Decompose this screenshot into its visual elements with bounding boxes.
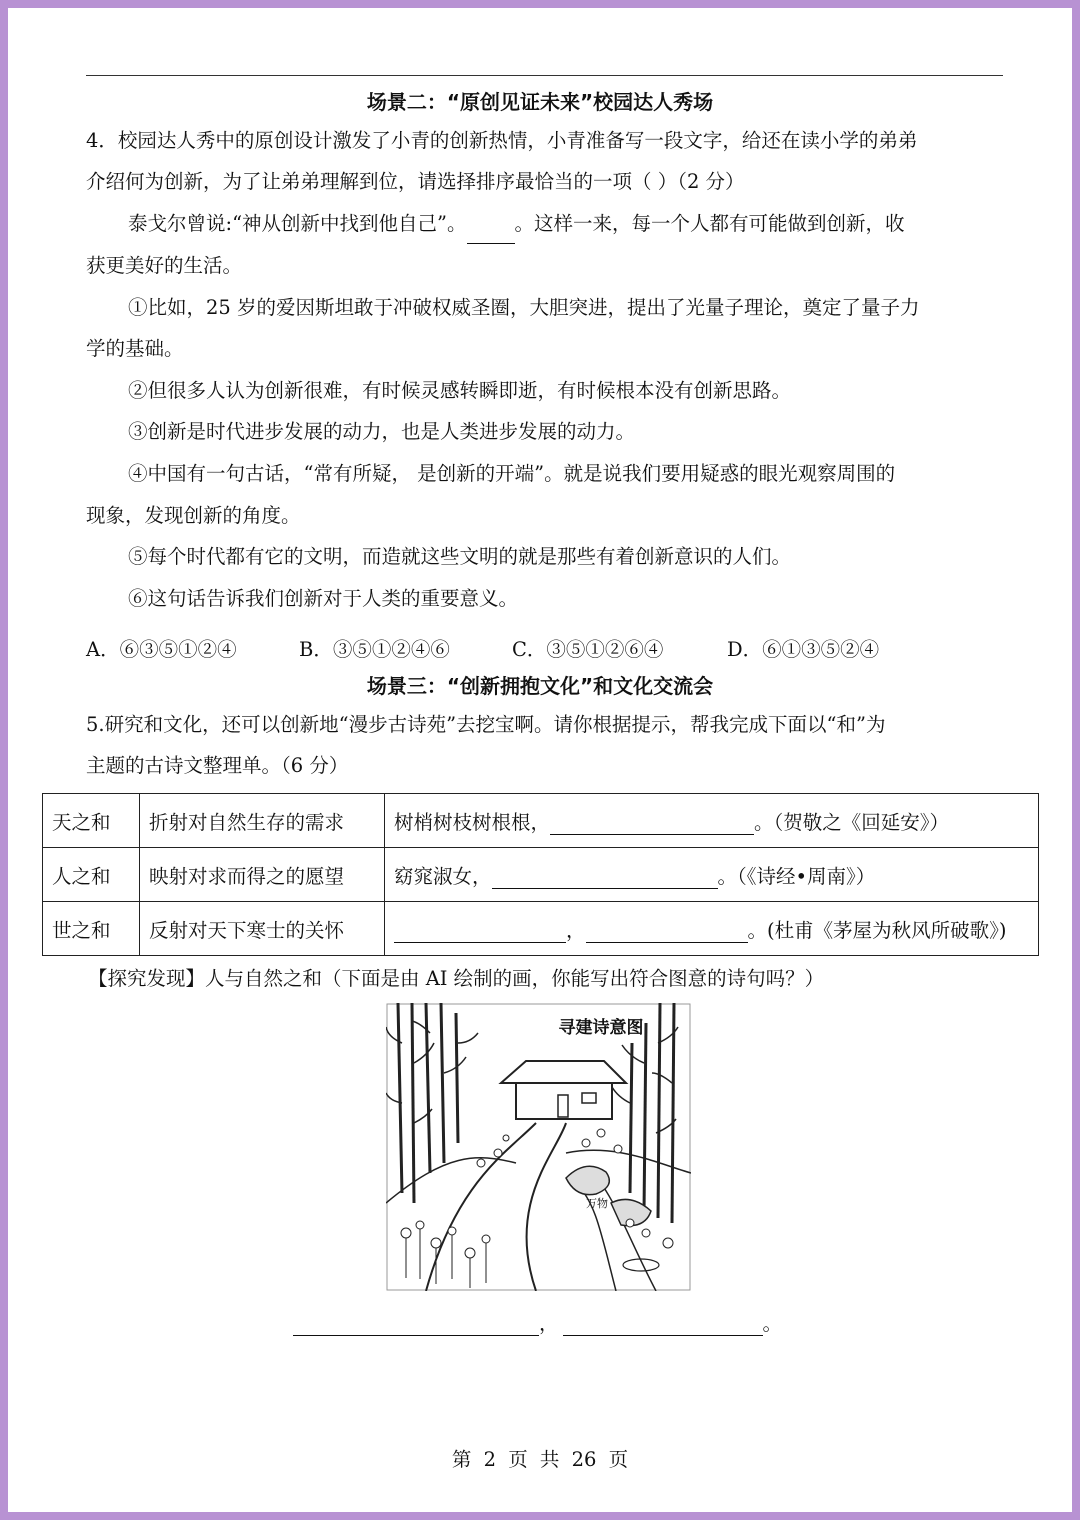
q5-line2: 主题的古诗文整理单。（6 分） [86, 754, 349, 777]
q4-line2: 介绍何为创新，为了让弟弟理解到位，请选择排序最恰当的一项（ ）（2 分） [86, 170, 745, 193]
passage-text-b: 。这样一来，每一个人都有可能做到创新，收 [514, 212, 905, 235]
answer-blank[interactable] [394, 920, 566, 943]
verse-text: 窈窕淑女， [394, 864, 492, 888]
comma: ， [566, 918, 586, 942]
table-row [43, 794, 1039, 848]
answer-blank-2[interactable] [563, 1313, 763, 1336]
table-cell: 映射对求而得之的愿望 [140, 848, 385, 902]
sentence-2: ②但很多人认为创新很难，有时候灵感转瞬即逝，有时候根本没有创新思路。 [128, 379, 792, 402]
table-cell [385, 848, 1039, 902]
sentence-6: ⑥这句话告诉我们创新对于人类的重要意义。 [128, 587, 519, 610]
table-cell: 世之和 [43, 902, 140, 956]
picture-title: 寻建诗意图 [558, 1018, 644, 1038]
option-d[interactable]: D．⑥①③⑤②④ [727, 638, 880, 661]
answer-blank[interactable] [492, 866, 718, 889]
verse-source: 。（贺敬之《回延安》） [754, 810, 950, 834]
answer-blank[interactable] [586, 920, 748, 943]
sentence-5: ⑤每个时代都有它的文明，而造就这些文明的就是那些有着创新意识的人们。 [128, 545, 792, 568]
passage-line2: 获更美好的生活。 [86, 254, 243, 277]
header-rule [86, 75, 1003, 76]
scene3-heading: 场景三：“创新拥抱文化”和文化交流会 [366, 674, 714, 698]
table-cell [385, 902, 1039, 956]
answer-comma: ， [539, 1312, 559, 1335]
table-row [43, 848, 1039, 902]
passage-blank[interactable] [467, 221, 515, 244]
sentence-1-line1: ①比如，25 岁的爱因斯坦敢于冲破权威圣圈，大胆突进，提出了光量子理论，奠定了量子力 [128, 296, 920, 319]
table-cell: 天之和 [43, 794, 140, 848]
sentence-4-line2: 现象，发现创新的角度。 [86, 504, 301, 527]
verse-source: 。(杜甫《茅屋为秋风所破歌》) [747, 918, 1007, 942]
option-a[interactable]: A．⑥③⑤①②④ [86, 638, 237, 661]
option-b[interactable]: B．③⑤①②④⑥ [299, 638, 450, 661]
passage-line1 [128, 203, 1008, 244]
explore-prompt: 【探究发现】人与自然之和（下面是由 AI 绘制的画，你能写出符合图意的诗句吗？） [88, 967, 825, 990]
table-row [43, 902, 1039, 956]
scene2-heading: 场景二：“原创见证未来”校园达人秀场 [366, 90, 714, 114]
verse-text: 树梢树枝树根根， [394, 810, 551, 834]
answer-blank-1[interactable] [293, 1313, 539, 1336]
passage-text-a: 泰戈尔曾说:“神从创新中找到他自己”。 [128, 212, 467, 235]
poetry-table [42, 793, 1039, 956]
q5-line1: 5.研究和文化，还可以创新地“漫步古诗苑”去挖宝啊。请你根据提示，帮我完成下面以“和”为 [86, 713, 886, 736]
sentence-4-line1: ④中国有一句古话，“常有所疑， 是创新的开端”。就是说我们要用疑惑的眼光观察周围的 [128, 462, 896, 485]
ai-illustration [386, 1003, 691, 1291]
table-cell: 折射对自然生存的需求 [140, 794, 385, 848]
option-c[interactable]: C．③⑤①②⑥④ [512, 638, 664, 661]
picture-label: 万物 [586, 1197, 608, 1210]
table-cell: 反射对天下寒士的关怀 [140, 902, 385, 956]
page-footer: 第 2 页 共 26 页 [451, 1448, 629, 1471]
q4-line1: 4．校园达人秀中的原创设计激发了小青的创新热情，小青准备写一段文字，给还在读小学的弟弟 [86, 129, 918, 152]
table-cell [385, 794, 1039, 848]
verse-source: 。（《诗经•周南》） [717, 864, 876, 888]
exam-page [8, 8, 1072, 1512]
sentence-1-line2: 学的基础。 [86, 337, 184, 360]
answer-blank[interactable] [550, 812, 754, 835]
sentence-3: ③创新是时代进步发展的动力，也是人类进步发展的动力。 [128, 420, 636, 443]
poem-answer-line [293, 1308, 782, 1336]
table-cell: 人之和 [43, 848, 140, 902]
answer-period: 。 [762, 1312, 783, 1335]
